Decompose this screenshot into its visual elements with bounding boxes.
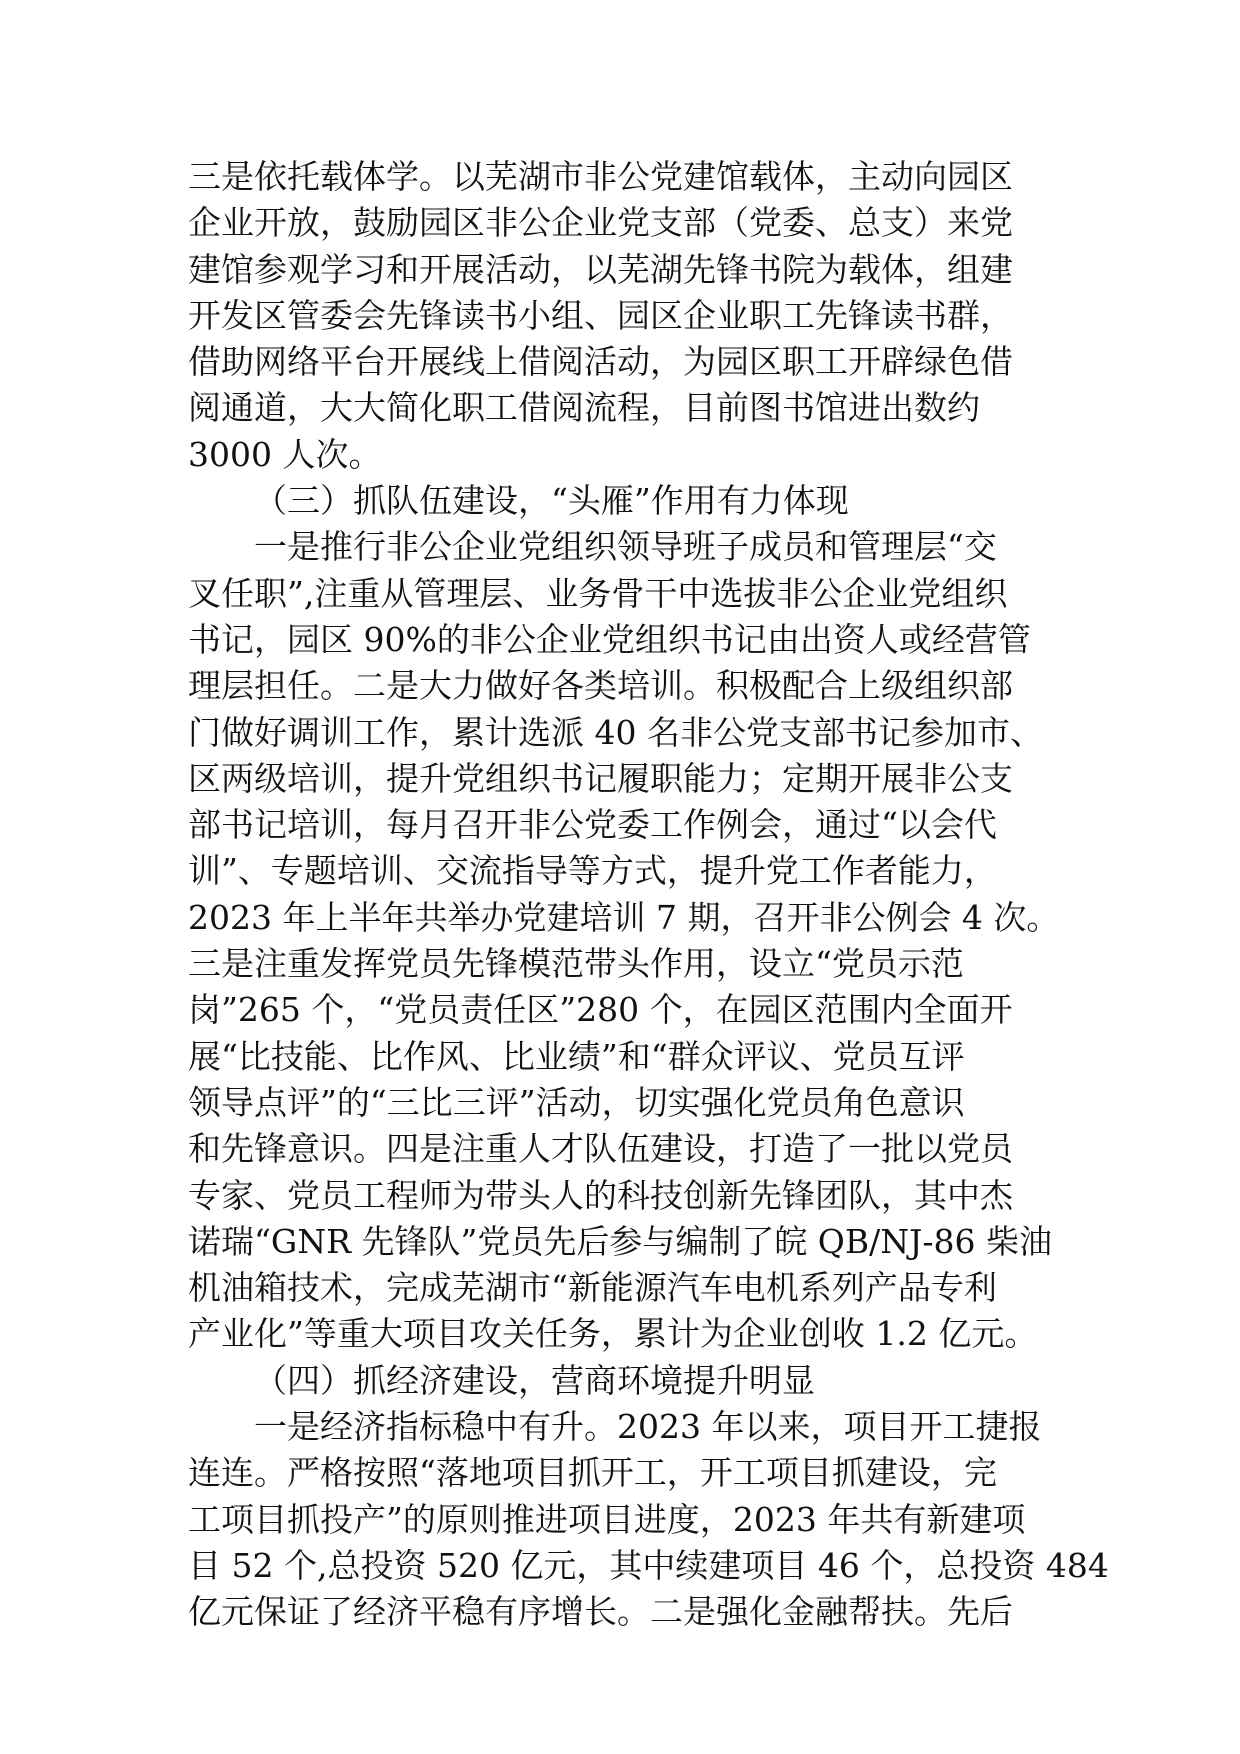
paragraph-line: 训”、专题培训、交流指导等方式，提升党工作者能力，: [188, 851, 997, 891]
section-heading-3: （三）抓队伍建设，“头雁”作用有力体现: [254, 481, 849, 521]
paragraph-line: 区两级培训，提升党组织书记履职能力；定期开展非公支: [188, 758, 1013, 798]
paragraph-line: 阅通道，大大简化职工借阅流程，目前图书馆进出数约: [188, 388, 980, 428]
document-body: [188, 154, 1109, 1636]
paragraph-line: 一是经济指标稳中有升。2023 年以来，项目开工捷报: [254, 1407, 1042, 1447]
paragraph-line: 产业化”等重大项目攻关任务，累计为企业创收 1.2 亿元。: [188, 1314, 1038, 1354]
paragraph-line: 展“比技能、比作风、比业绩”和“群众评议、党员互评: [188, 1036, 965, 1076]
paragraph-line: 建馆参观学习和开展活动，以芜湖先锋书院为载体，组建: [188, 249, 1013, 289]
paragraph-line: 部书记培训，每月召开非公党委工作例会，通过“以会代: [188, 805, 997, 845]
paragraph-line: 借助网络平台开展线上借阅活动，为园区职工开辟绿色借: [188, 342, 1013, 382]
paragraph-line: 和先锋意识。四是注重人才队伍建设，打造了一批以党员: [188, 1129, 1013, 1169]
paragraph-line: 企业开放，鼓励园区非公企业党支部（党委、总支）来党: [188, 203, 1013, 243]
paragraph-line: 机油箱技术，完成芜湖市“新能源汽车电机系列产品专利: [188, 1268, 997, 1308]
paragraph-line: 理层担任。二是大力做好各类培训。积极配合上级组织部: [188, 666, 1013, 706]
paragraph-line: 专家、党员工程师为带头人的科技创新先锋团队，其中杰: [188, 1175, 1013, 1215]
paragraph-line: 诺瑞“GNR 先锋队”党员先后参与编制了皖 QB/NJ-86 柴油: [188, 1221, 1052, 1261]
paragraph-line: 书记，园区 90%的非公企业党组织书记由出资人或经营管: [188, 619, 1031, 659]
section-heading-4: （四）抓经济建设，营商环境提升明显: [254, 1360, 815, 1400]
paragraph-line: 叉任职”,注重从管理层、业务骨干中选拔非公企业党组织: [188, 573, 1008, 613]
paragraph-line: 一是推行非公企业党组织领导班子成员和管理层“交: [254, 527, 997, 567]
paragraph-line: 目 52 个,总投资 520 亿元，其中续建项目 46 个，总投资 484: [188, 1545, 1109, 1585]
paragraph-line: 2023 年上半年共举办党建培训 7 期，召开非公例会 4 次。: [188, 897, 1060, 937]
paragraph-line: 三是注重发挥党员先锋模范带头作用，设立“党员示范: [188, 944, 964, 984]
paragraph-line: 领导点评”的“三比三评”活动，切实强化党员角色意识: [188, 1082, 965, 1122]
paragraph-line: 3000 人次。: [188, 434, 382, 474]
paragraph-line: 岗”265 个，“党员责任区”280 个，在园区范围内全面开: [188, 990, 1013, 1030]
paragraph-line: 工项目抓投产”的原则推进项目进度，2023 年共有新建项: [188, 1499, 1026, 1539]
paragraph-line: 开发区管委会先锋读书小组、园区企业职工先锋读书群，: [188, 295, 1013, 335]
paragraph-line: 三是依托载体学。以芜湖市非公党建馆载体，主动向园区: [188, 157, 1013, 196]
paragraph-line: 亿元保证了经济平稳有序增长。二是强化金融帮扶。先后: [188, 1592, 1013, 1632]
paragraph-line: 连连。严格按照“落地项目抓开工，开工项目抓建设，完: [188, 1453, 997, 1493]
paragraph-line: 门做好调训工作，累计选派 40 名非公党支部书记参加市、: [188, 712, 1043, 752]
